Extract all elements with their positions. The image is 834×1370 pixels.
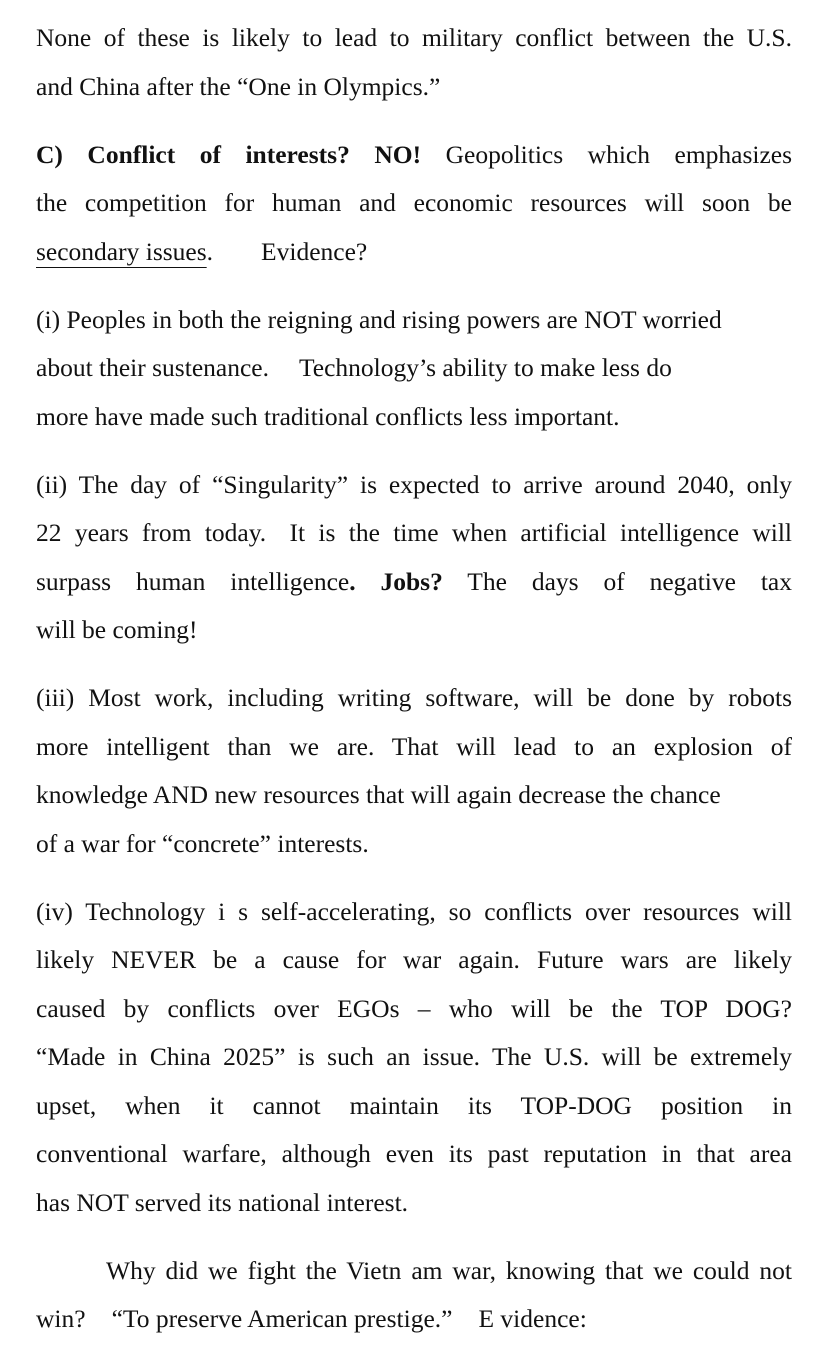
point-ii-line-2b: It is the time when artificial intelligence will [289, 518, 792, 547]
point-ii-jobs: Jobs? [380, 566, 443, 596]
point-ii-line-3 [36, 558, 792, 607]
section-c-period: . [206, 236, 214, 266]
point-iv-line-7: has NOT served its national interest. [36, 1187, 409, 1217]
section-c-line-1-rest: Geopolitics which emphasizes [445, 139, 793, 169]
secondary-issues-underlined: secondary issues [36, 236, 207, 266]
point-iv-line-1: (iv) Technology i s self-accelerating, so conflicts over resources will [36, 896, 792, 926]
point-iii-paragraph [36, 674, 792, 868]
closing-evidence: E vidence: [478, 1304, 587, 1333]
closing-line-1: Why did we fight the Vietn am war, knowing that we could not [106, 1255, 792, 1285]
point-iv-line-2 [36, 936, 792, 985]
section-c-evidence: Evidence? [261, 236, 368, 266]
point-ii-line-3-period: . [349, 566, 356, 596]
point-iii-line-1: (iii) Most work, including writing software, will be done by robots [36, 683, 792, 712]
point-ii-line-1: (ii) The day of “Singularity” is expected to arrive around 2040, only [36, 469, 792, 499]
point-iii-line-3: knowledge AND new resources that will again decrease the chance [36, 780, 721, 809]
intro-line-1: None of these is likely to lead to military conflict between the U.S. [36, 23, 792, 52]
point-ii-line-3b: The days of negative tax [467, 566, 792, 596]
point-iv-line-5: upset, when it cannot maintain its TOP-DOG position in [36, 1090, 792, 1120]
point-iv-line-4a: “Made in China 2025” is such an issue. [36, 1042, 481, 1071]
point-i-line-3: more have made such traditional conflicts less important. [36, 401, 620, 431]
point-i-paragraph [36, 296, 792, 442]
closing-win: win? [36, 1304, 86, 1333]
closing-quote: “To preserve American prestige.” [111, 1304, 453, 1333]
point-ii-paragraph [36, 461, 792, 655]
point-iii-line-4: of a war for “concrete” interests. [36, 828, 369, 858]
point-iv-line-4 [36, 1033, 792, 1082]
point-i-line-2 [36, 344, 792, 393]
point-ii-line-4: will be coming! [36, 615, 198, 644]
document-page [36, 14, 792, 1344]
section-c-line-2: the competition for human and economic resources will soon be [36, 188, 792, 217]
point-i-line-2b: Technology’s ability to make less do [298, 353, 672, 382]
point-iv-line-4b: The U.S. will be extremely [491, 1042, 792, 1071]
point-iv-line-2a: likely NEVER be a cause for war again. [36, 945, 520, 974]
point-i-line-2a: about their sustenance. [36, 353, 269, 382]
point-ii-line-2 [36, 509, 792, 558]
section-c-line-1 [36, 131, 792, 180]
point-ii-line-3a-text: surpass human intelligence [36, 566, 350, 596]
point-iv-line-3: caused by conflicts over EGOs – who will be the TOP DOG? [36, 993, 792, 1023]
point-iv-line-6: conventional warfare, although even its past reputation in that area [36, 1139, 792, 1168]
closing-line-2 [36, 1295, 792, 1344]
intro-paragraph [36, 14, 792, 111]
point-iv-paragraph [36, 888, 792, 1228]
section-c-heading: C) Conflict of interests? [36, 139, 350, 169]
closing-paragraph [36, 1247, 792, 1344]
section-c-line-3 [36, 228, 792, 277]
point-iv-line-2b: Future wars are likely [536, 945, 792, 974]
section-c-paragraph [36, 131, 792, 277]
intro-line-2: and China after the “One in Olympics.” [36, 71, 441, 101]
point-ii-line-2a: 22 years from today. [36, 518, 267, 547]
point-i-line-1: (i) Peoples in both the reigning and rising powers are NOT worried [36, 304, 722, 334]
point-iii-line-2: more intelligent than we are. That will lead to an explosion of [36, 731, 792, 761]
point-ii-line-3a [36, 567, 356, 596]
section-c-answer: NO! [374, 139, 422, 169]
